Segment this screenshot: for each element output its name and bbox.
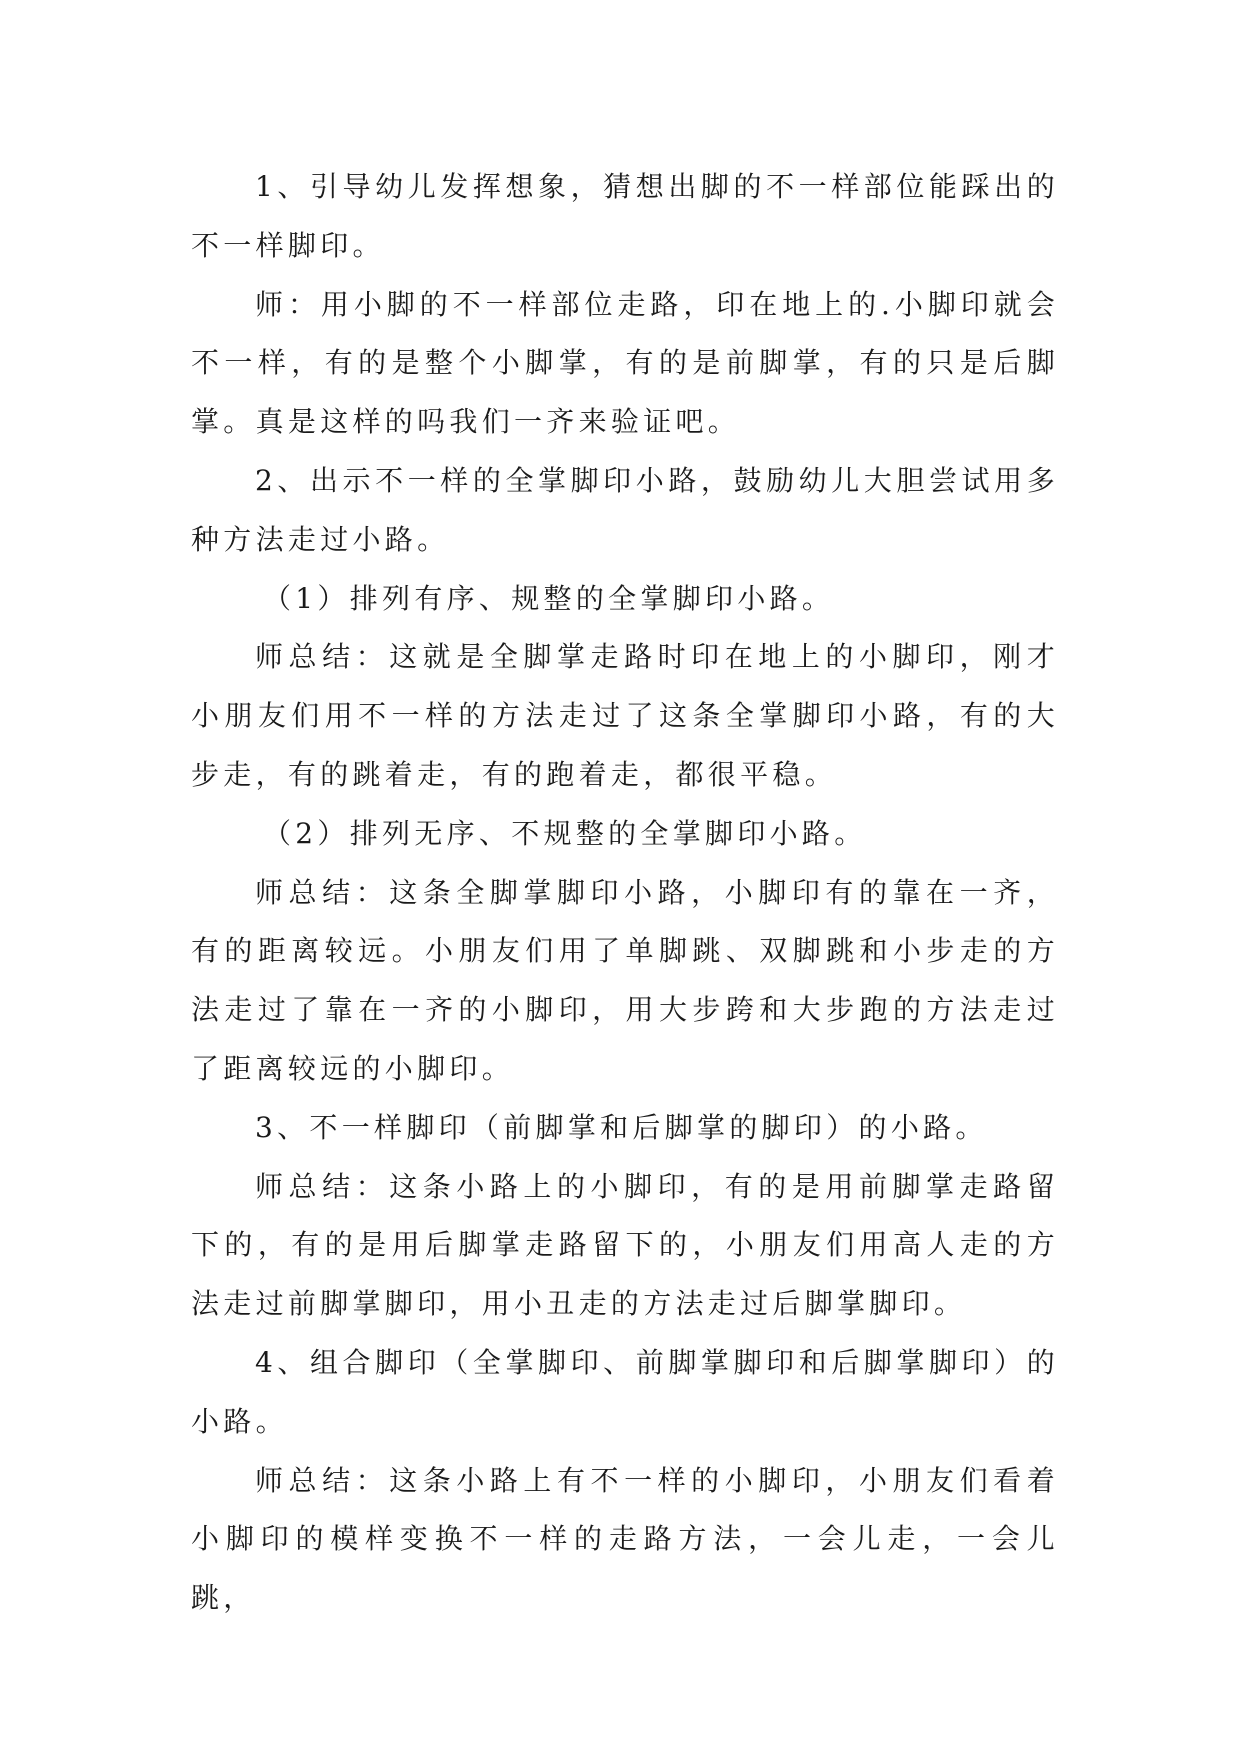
paragraph-summary-4: 师总结：这条小路上有不一样的小脚印，小朋友们看着小脚印的模样变换不一样的走路方法，一会儿走，一会儿跳，	[191, 1463, 1059, 1615]
paragraph-teacher-1: 师：用小脚的不一样部位走路，印在地上的.小脚印就会不一样，有的是整个小脚掌，有的是前脚掌，有的只是后脚掌。真是这样的吗我们一齐来验证吧。	[191, 287, 1059, 439]
paragraph-summary-2: 师总结：这条全脚掌脚印小路，小脚印有的靠在一齐，有的距离较远。小朋友们用了单脚跳、双脚跳和小步走的方法走过了靠在一齐的小脚印，用大步跨和大步跑的方法走过了距离较远的小脚印。	[191, 875, 1059, 1085]
paragraph-substep-2: （2）排列无序、不规整的全掌脚印小路。	[263, 816, 867, 850]
paragraph-step-1: 1、引导幼儿发挥想象，猜想出脚的不一样部位能踩出的不一样脚印。	[191, 170, 1059, 262]
paragraph-step-4: 4、组合脚印（全掌脚印、前脚掌脚印和后脚掌脚印）的小路。	[191, 1345, 1059, 1438]
paragraph-step-2: 2、出示不一样的全掌脚印小路，鼓励幼儿大胆尝试用多种方法走过小路。	[191, 463, 1059, 556]
document-body	[191, 158, 1059, 1628]
paragraph-substep-1: （1）排列有序、规整的全掌脚印小路。	[263, 581, 835, 615]
paragraph-step-3: 3、不一样脚印（前脚掌和后脚掌的脚印）的小路。	[255, 1110, 988, 1144]
paragraph-summary-1: 师总结：这就是全脚掌走路时印在地上的小脚印，刚才小朋友们用不一样的方法走过了这条全掌脚印小路，有的大步走，有的跳着走，有的跑着走，都很平稳。	[191, 640, 1059, 791]
paragraph-summary-3: 师总结：这条小路上的小脚印，有的是用前脚掌走路留下的，有的是用后脚掌走路留下的，小朋友们用高人走的方法走过前脚掌脚印，用小丑走的方法走过后脚掌脚印。	[191, 1169, 1059, 1321]
